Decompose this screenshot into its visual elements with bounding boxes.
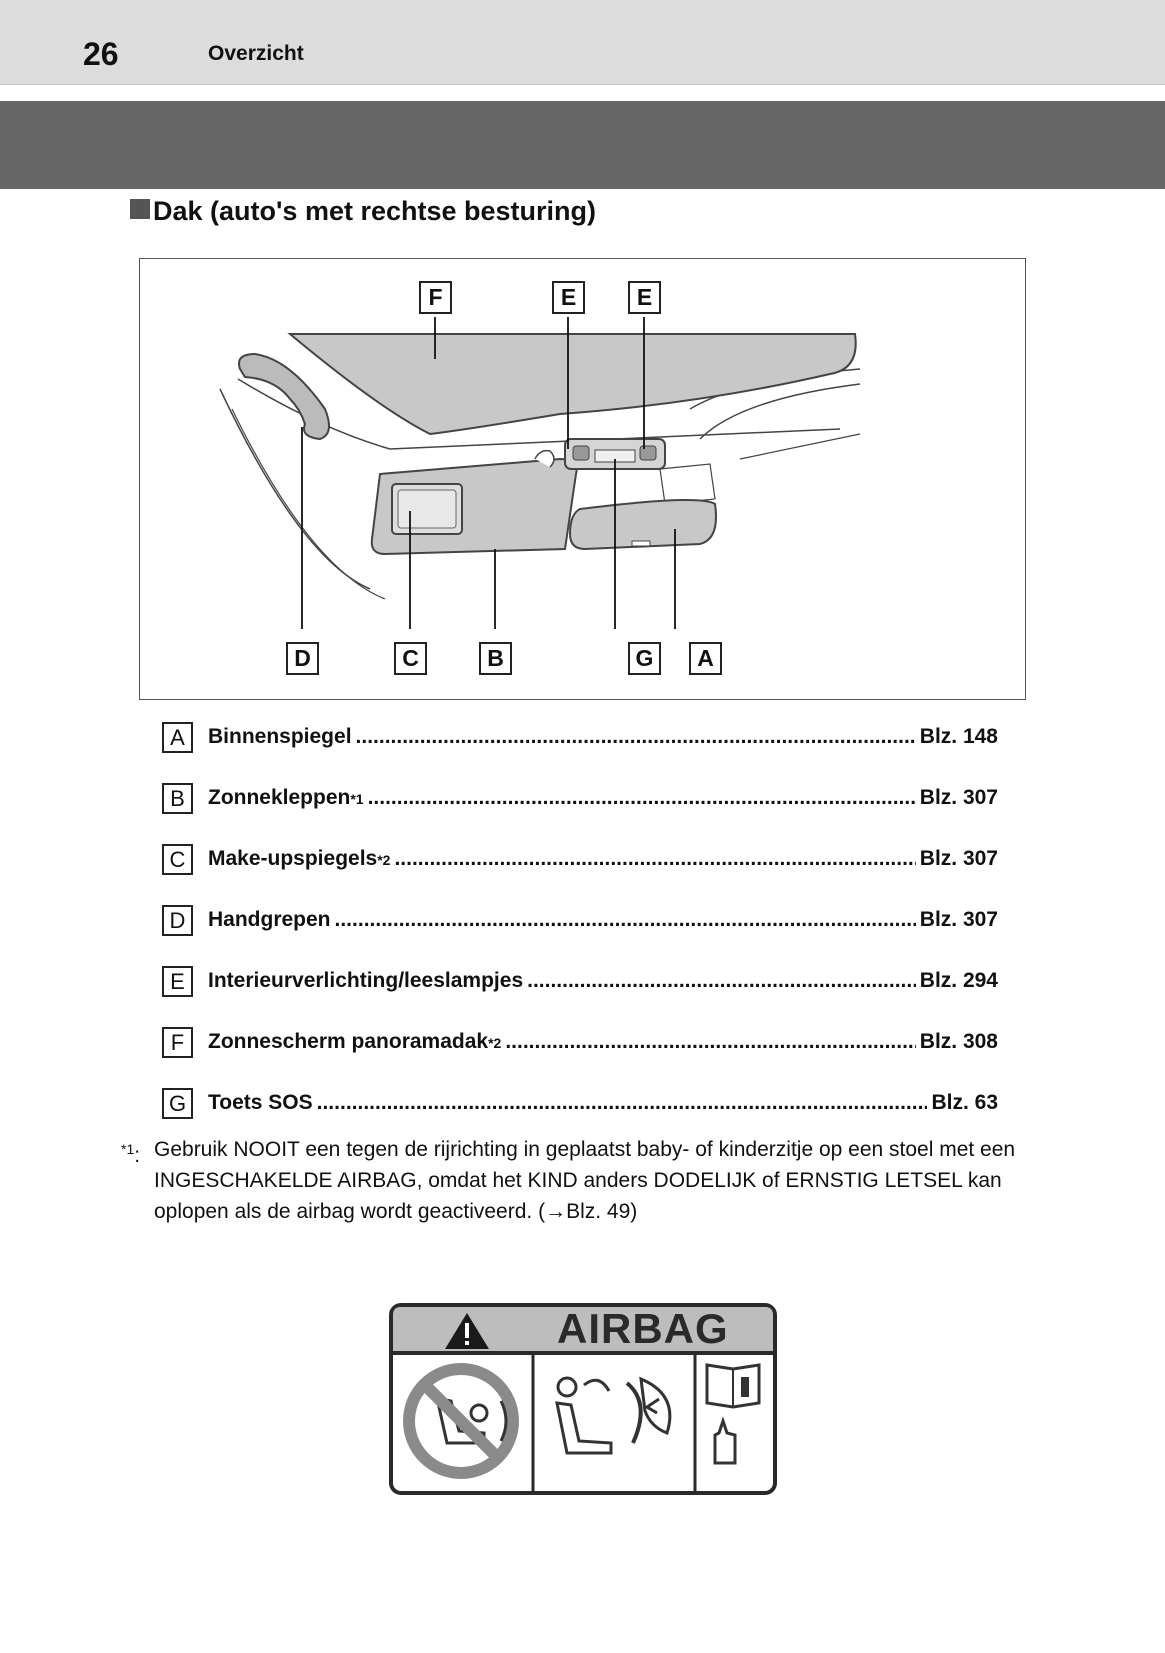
- legend-page-ref[interactable]: Blz. 307: [919, 786, 998, 809]
- legend-key: E: [162, 966, 193, 997]
- footnote-text: Gebruik NOOIT een tegen de rijrichting in geplaatst baby- of kinderzitje op een stoel met een INGESCHAKELDE AIRBAG, omdat het KIND anders DODELIJK of ERNSTIG LETSEL kan oplopen als de airbag wordt geactiveerd. (→Blz. 49): [154, 1138, 1016, 1223]
- legend-key: F: [162, 1027, 193, 1058]
- legend-name: Interieurverlichting/leeslampjes: [208, 969, 524, 992]
- chapter-band: [0, 101, 1165, 189]
- legend-item: [162, 1026, 998, 1087]
- legend-key: B: [162, 783, 193, 814]
- legend-name: Handgrepen: [208, 908, 331, 931]
- legend-key: D: [162, 905, 193, 936]
- callout-e-right: E: [628, 281, 661, 314]
- legend-key: C: [162, 844, 193, 875]
- airbag-warning-label: [389, 1303, 777, 1495]
- legend-page-ref[interactable]: Blz. 307: [919, 847, 998, 870]
- legend-sup: *2: [488, 1035, 502, 1051]
- legend-item: [162, 721, 998, 782]
- legend-item: [162, 904, 998, 965]
- callout-c: C: [394, 642, 427, 675]
- legend-item: [162, 965, 998, 1026]
- legend-item: [162, 843, 998, 904]
- legend-sup: *1: [350, 791, 364, 807]
- legend-name: Zonnekleppen: [208, 786, 351, 809]
- page-header: [0, 0, 1165, 85]
- legend-key: A: [162, 722, 193, 753]
- footnote: $^{*1}$: Gebruik NOOIT een tegen de rijrichting in geplaatst baby- of kinderzitje op een stoel met een INGESCHAKELDE AIRBAG, omdat het KIND anders DODELIJK of ERNSTIG LETSEL kan oplopen als de airbag wordt geactiveerd. (→Blz. 49): [121, 1134, 1041, 1227]
- footnote-mark: *1: [121, 1141, 135, 1157]
- roof-illustration: [140, 259, 1027, 701]
- callout-b: B: [479, 642, 512, 675]
- callout-f: F: [419, 281, 452, 314]
- legend-list: [162, 721, 998, 1148]
- section-title: Overzicht: [208, 42, 304, 65]
- airbag-label-title: AIRBAG: [557, 1305, 729, 1352]
- callout-d: D: [286, 642, 319, 675]
- legend-page-ref[interactable]: Blz. 63: [931, 1091, 998, 1114]
- legend-page-ref[interactable]: Blz. 308: [919, 1030, 998, 1053]
- callout-a: A: [689, 642, 722, 675]
- page-number: 26: [83, 36, 119, 72]
- legend-name: Zonnescherm panoramadak: [208, 1030, 489, 1053]
- legend-page-ref[interactable]: Blz. 307: [919, 908, 998, 931]
- legend-item: [162, 782, 998, 843]
- legend-key: G: [162, 1088, 193, 1119]
- roof-diagram: [139, 258, 1026, 700]
- square-bullet-icon: [130, 199, 150, 219]
- callout-e-left: E: [552, 281, 585, 314]
- callout-g: G: [628, 642, 661, 675]
- legend-sup: *2: [377, 852, 391, 868]
- page-heading: Dak (auto's met rechtse besturing): [130, 196, 596, 227]
- legend-page-ref[interactable]: Blz. 148: [919, 725, 998, 748]
- legend-page-ref[interactable]: Blz. 294: [919, 969, 998, 992]
- legend-name: Binnenspiegel: [208, 725, 352, 748]
- legend-name: Toets SOS: [208, 1091, 313, 1114]
- legend-name: Make-upspiegels: [208, 847, 378, 870]
